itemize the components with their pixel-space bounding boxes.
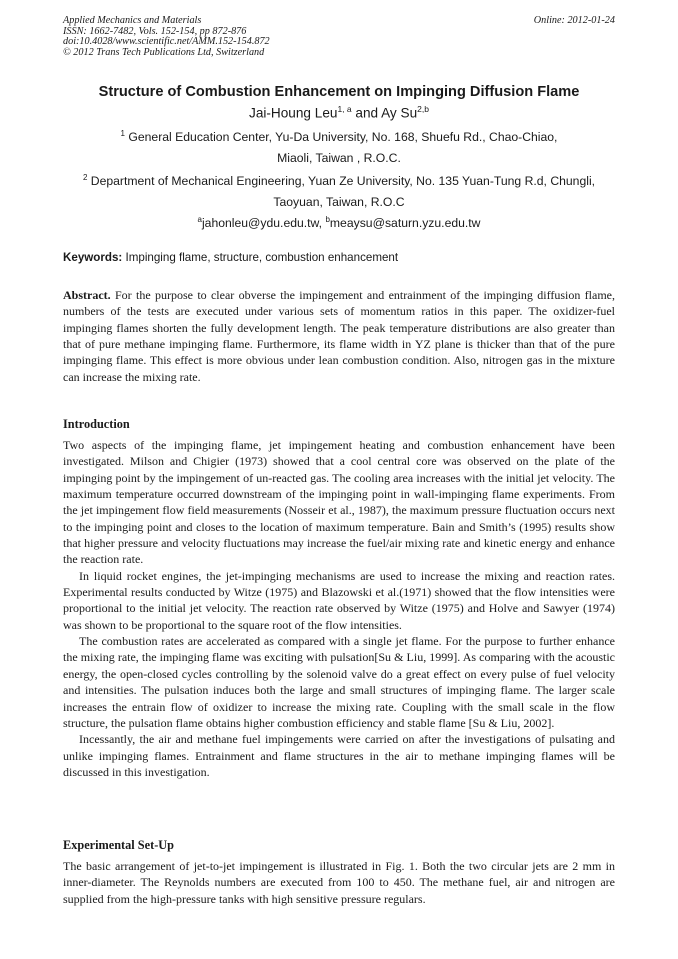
- journal-name: Applied Mechanics and Materials: [63, 15, 202, 26]
- setup-paragraph-1: The basic arrangement of jet-to-jet impingement is illustrated in Fig. 1. Both the two circular jets are 2 mm in inner-diameter. The Reynolds numbers are executed from 100 to 450. The methane fuel, air and nitrogen are supplied from the high-pressure tanks with high sensitive pressure regulars.: [63, 859, 615, 906]
- author-conjunction: and: [351, 105, 382, 121]
- affiliation-2-line1: Department of Mechanical Engineering, Yuan Ze University, No. 135 Yuan-Tung R.d, Chungli,: [90, 174, 596, 189]
- keywords-text: Impinging flame, structure, combustion enhancement: [122, 251, 399, 264]
- keywords: [63, 251, 615, 264]
- affiliation-1-line1: General Education Center, Yu-Da University, No. 168, Shuefu Rd., Chao-Chiao,: [128, 130, 558, 145]
- abstract-text: For the purpose to clear obverse the impingement and entrainment of the impinging diffusion flame, numbers of the tests are executed under various sets of momentum ratios in this paper. The oxidizer-fuel impinging flames shorten the fully development length. The peak temperature distributions are also greater than that of pure methane impinging flame. Furthermore, its flame width in YZ plane is thicker than that of the pure impinging flame. This effect is more obvious under lean combustion condition. Also, nitrogen gas in the mixture can increase the mixing rate.: [63, 288, 615, 384]
- author-1-affil: 1, a: [337, 104, 352, 114]
- intro-paragraph-4: Incessantly, the air and methane fuel impingements were carried on after the investigations of pulsating and unlike impinging flames. Entrainment and flame structures in the air to methane impinging flames will be discussed in this investigation.: [63, 732, 615, 779]
- author-2-affil: 2,b: [417, 104, 429, 114]
- doi-line: doi:10.4028/www.scientific.net/AMM.152-154.872: [63, 36, 270, 48]
- journal-header: [63, 16, 615, 58]
- introduction-heading: Introduction: [63, 417, 130, 431]
- email-a-sup: a: [197, 215, 202, 224]
- setup-body: [63, 858, 615, 907]
- intro-paragraph-2: In liquid rocket engines, the jet-impinging mechanisms are used to increase the mixing and reaction rates. Experimental results conducted by Witze (1975) and Blazowski et al.(1971) showed that the flow intensities were proportional to the initial jet velocity. The reaction rate observed by Witze (1975) and Holve and Sawyer (1974) was shown to be proportional to the square root of the flow intensities.: [63, 568, 615, 632]
- abstract: [63, 287, 615, 385]
- abstract-label: Abstract.: [63, 288, 111, 302]
- email-a: jahonleu@ydu.edu.tw,: [201, 216, 326, 231]
- email-b-sup: b: [325, 215, 330, 224]
- keywords-label: Keywords:: [63, 251, 123, 264]
- author-1: Jai-Houng Leu: [249, 105, 338, 121]
- copyright-line: © 2012 Trans Tech Publications Ltd, Switzerland: [63, 46, 265, 58]
- affiliation-2-number: 2: [82, 173, 88, 182]
- issn-line: ISSN: 1662-7482, Vols. 152-154, pp 872-876: [63, 25, 247, 37]
- email-line: [0, 215, 678, 230]
- affiliation-2-cont: Taoyuan, Taiwan, R.O.C: [273, 195, 405, 209]
- intro-paragraph-1: Two aspects of the impinging flame, jet impingement heating and combustion enhancement have been investigated. Milson and Chigier (1973) showed that a cool central core was observed on the plate of the impinging point by the impingement of un-reacted gas. The cooling area increases with the initial jet velocity. The maximum temperature occurred downstream of the impinging point in wall-impinging flame experiments. From the jet impingement flow field measurements (Nosseir et al., 1987), the maximum pressure fluctuation occurs next to the impinging point and closes to the location of maximum temperature. Bain and Smith’s (1995) results show that higher pressure and velocity fluctuations may increase the fuel/air mixing rate and kinetic energy and enhance the reaction rate.: [63, 438, 615, 567]
- affiliation-1-number: 1: [120, 129, 125, 138]
- setup-heading: Experimental Set-Up: [63, 838, 175, 852]
- author-2: Ay Su: [381, 105, 418, 121]
- email-b: meaysu@saturn.yzu.edu.tw: [329, 216, 481, 231]
- author-line: [0, 104, 678, 121]
- affiliation-2: [0, 173, 678, 188]
- intro-paragraph-3: The combustion rates are accelerated as compared with a single jet flame. For the purpose to further enhance the mixing rate, the impinging flame was exciting with pulsation[Su & Liu, 1999]. As comparing with the acoustic energy, the open-closed cycles controlling by the solenoid valve do a great effect on every pulse of fuel velocity and intensities. The pulsation induces both the large and small structures of impinging flame. The larger scale increases the entrain flow of oxidizer to increase the mixing rate. Coupling with the small scale in the flow structure, the pulsation flame obtains higher combustion efficiency and stable flame [Su & Liu, 2002].: [63, 634, 615, 730]
- introduction-body: [63, 437, 615, 780]
- affiliation-1: [0, 129, 678, 144]
- affiliation-1-cont: Miaoli, Taiwan , R.O.C.: [277, 151, 401, 165]
- online-date: Online: 2012-01-24: [533, 15, 615, 26]
- paper-title: Structure of Combustion Enhancement on Impinging Diffusion Flame: [98, 84, 580, 100]
